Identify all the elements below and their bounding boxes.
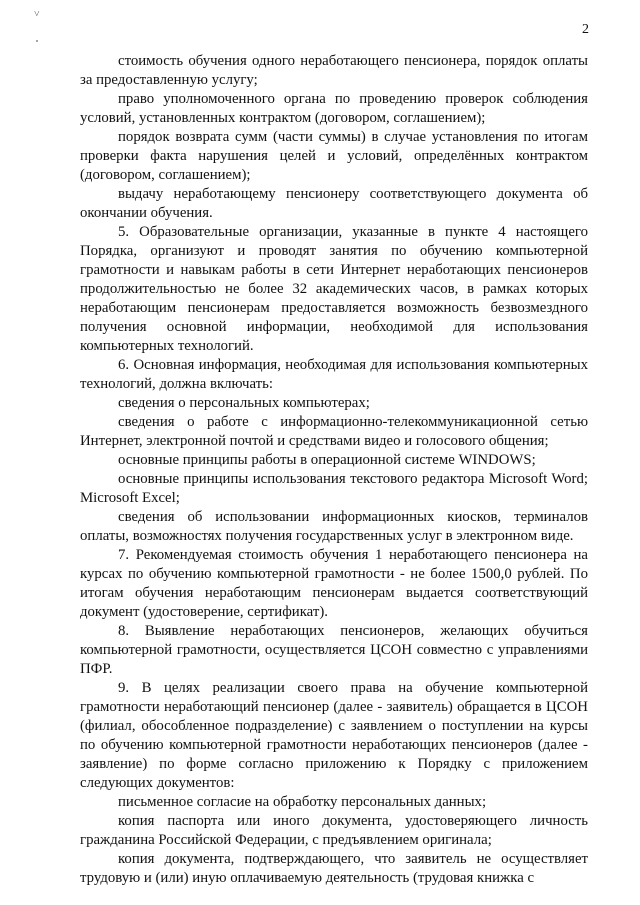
paragraph-clause-7: 7. Рекомендуемая стоимость обучения 1 неработающего пенсионера на курсах по обучению компьютерной грамотности - не более 1500,0 рублей. По итогам обучения неработающим пенсионерам выдается соответствующий документ (удостоверение, сертификат). — [80, 547, 588, 620]
paragraph-consent: письменное согласие на обработку персональных данных; — [118, 794, 487, 810]
scan-artifact-dot — [36, 40, 38, 42]
paragraph-internet-info: сведения о работе с информационно-телекоммуникационной сетью Интернет, электронной почтой и средствами видео и голосового общения; — [80, 414, 588, 449]
document-body — [80, 52, 588, 888]
paragraph-training-cost: стоимость обучения одного неработающего пенсионера, порядок оплаты за предоставленную услугу; — [80, 53, 588, 88]
paragraph-clause-9: 9. В целях реализации своего права на обучение компьютерной грамотности неработающий пенсионер (далее - заявитель) обращается в ЦСОН (филиал, обособленное подразделение) с заявлением о поступлении на курсы по обучению компьютерной грамотности неработающих пенсионеров (далее - заявление) по форме согласно приложению к Порядку с приложением следующих документов: — [80, 680, 588, 791]
paragraph-inspection-right: право уполномоченного органа по проведению проверок соблюдения условий, установленных контрактом (договором, соглашением); — [80, 91, 588, 126]
paragraph-certificate-issue: выдачу неработающему пенсионеру соответствующего документа об окончании обучения. — [80, 186, 588, 221]
scan-artifact-mark: ˅ — [34, 9, 40, 20]
paragraph-kiosks-info: сведения об использовании информационных киосков, терминалов оплаты, возможностях получения государственных услуг в электронном виде. — [80, 509, 588, 544]
page-number: 2 — [582, 22, 589, 37]
paragraph-employment-proof: копия документа, подтверждающего, что заявитель не осуществляет трудовую и (или) иную оплачиваемую деятельность (трудовая книжка с — [80, 851, 588, 886]
paragraph-windows-basics: основные принципы работы в операционной системе WINDOWS; — [118, 452, 536, 468]
paragraph-refund-procedure: порядок возврата сумм (части суммы) в случае установления по итогам проверки факта нарушения целей и условий, определённых контрактом (договором, соглашением); — [80, 129, 588, 183]
paragraph-office-basics: основные принципы использования текстового редактора Microsoft Word; Microsoft Excel; — [80, 471, 588, 506]
paragraph-clause-8: 8. Выявление неработающих пенсионеров, желающих обучиться компьютерной грамотности, осуществляется ЦСОН совместно с управлениями ПФР. — [80, 623, 588, 677]
paragraph-passport-copy: копия паспорта или иного документа, удостоверяющего личность гражданина Российской Федерации, с предъявлением оригинала; — [80, 813, 588, 848]
paragraph-clause-5: 5. Образовательные организации, указанные в пункте 4 настоящего Порядка, организуют и проводят занятия по обучению компьютерной грамотности и навыкам работы в сети Интернет неработающих пенсионеров продолжительностью не более 32 академических часов, в рамках которых неработающим пенсионерам предоставляется возможность безвозмездного получения основной информации, необходимой для использования компьютерных технологий. — [80, 224, 588, 354]
paragraph-personal-computers: сведения о персональных компьютерах; — [118, 395, 370, 411]
paragraph-clause-6: 6. Основная информация, необходимая для использования компьютерных технологий, должна включать: — [80, 357, 588, 392]
